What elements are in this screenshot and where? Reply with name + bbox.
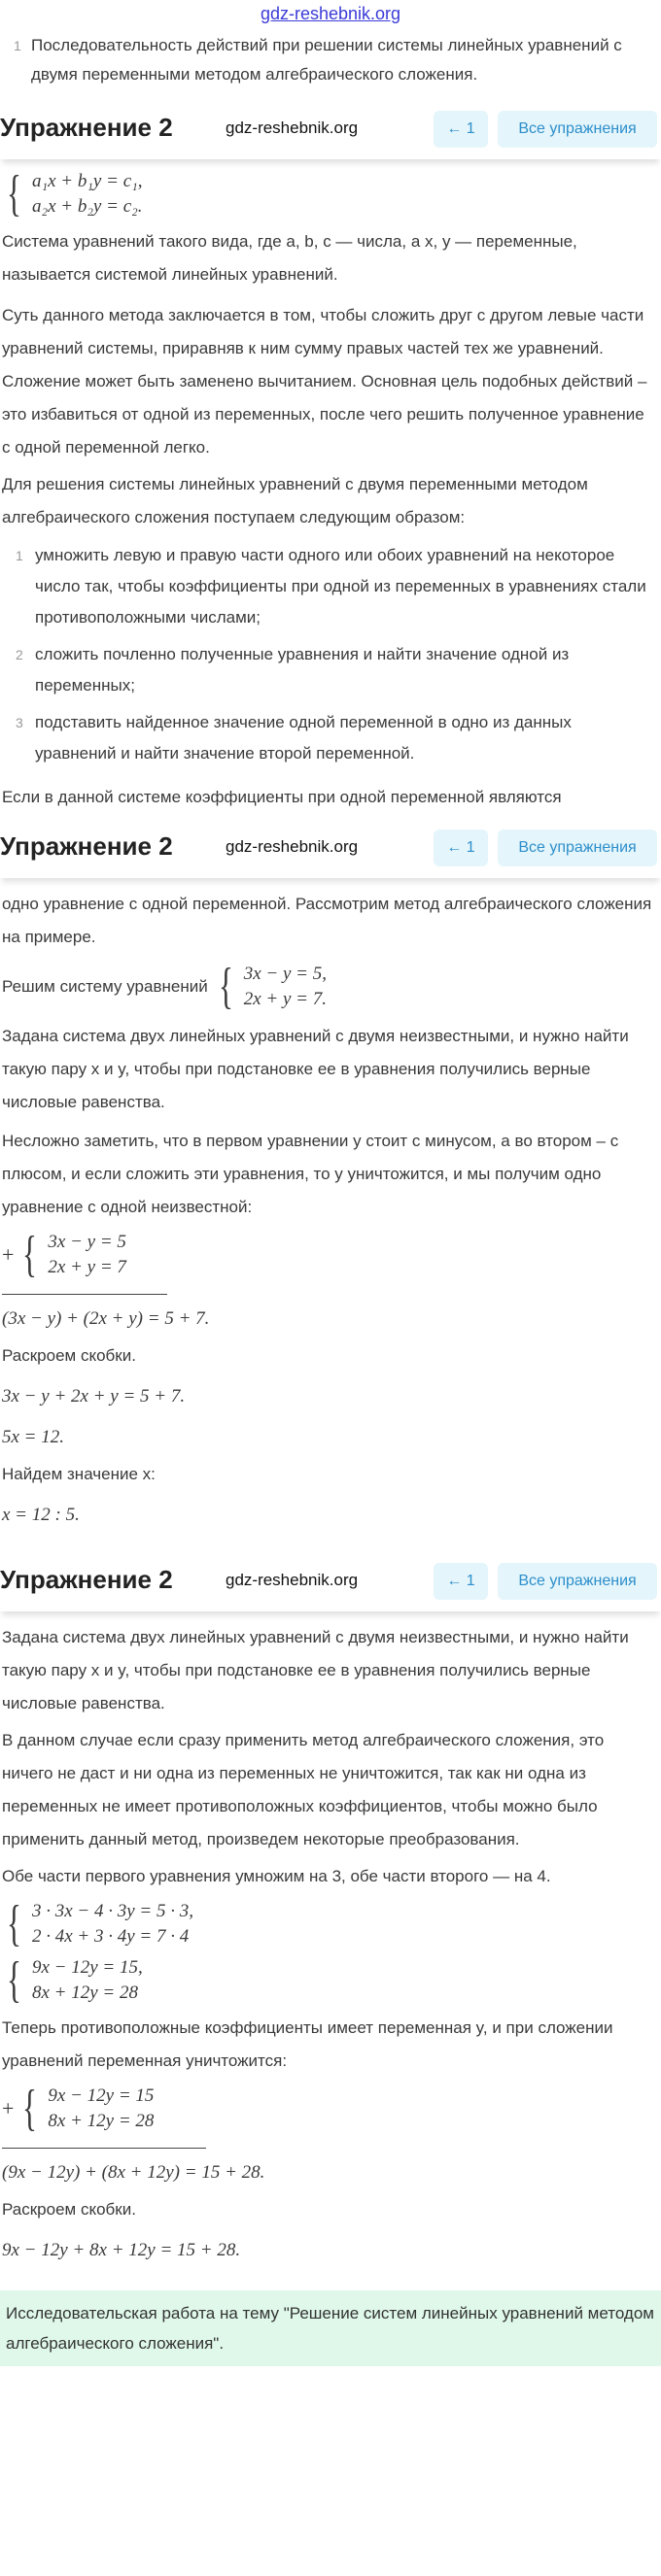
eq: a₁x + b₁y = c₁, — [31, 171, 143, 191]
divider — [2, 2148, 206, 2149]
site-watermark-link[interactable]: gdz-reshebnik.org — [260, 4, 401, 23]
brace-icon: { — [6, 1952, 21, 2008]
prev-item[interactable] — [14, 31, 645, 89]
paragraph: Если в данной системе коэффициенты при одной переменной являются — [2, 788, 562, 806]
eq: 2x + y = 7. — [243, 989, 327, 1009]
divider — [2, 1294, 167, 1295]
equation: 5x = 12. — [2, 1427, 65, 1447]
paragraph: Задана система двух линейных уравнений с двумя неизвестными, и нужно найти такую пару x и y, чтобы при подстановке ее в уравнения получились верные числовые равенства. — [2, 1027, 629, 1111]
page-title: Упражнение 2 — [0, 1565, 173, 1594]
plus-sign: + — [2, 1242, 15, 1267]
back-button[interactable]: ← 1 — [434, 111, 488, 148]
eq: 3x − y = 5, — [243, 964, 327, 984]
next-item-link[interactable]: Исследовательская работа на тему "Решение систем линейных уравнений методом алгебраического сложения". — [0, 2290, 661, 2366]
paragraph: Несложно заметить, что в первом уравнении y стоит с минусом, а во втором – с плюсом, и если сложить эти уравнения, то y уничтожится, и мы получим одно уравнение с одной неизвестной: — [2, 1132, 619, 1216]
section-b — [0, 888, 656, 1536]
sticky-header — [0, 818, 661, 878]
eq: 3 · 3x − 4 · 3y = 5 · 3, — [31, 1901, 193, 1921]
list-item — [16, 540, 656, 633]
paragraph: Суть данного метода заключается в том, чтобы сложить друг с другом левые части уравнений системы, приравняв к ним сумму правых частей тех же уравнений. Сложение может быть заменено вычитанием. Основная цель подобных действий – это избавиться от одной из переменных, после чего решить полученное уравнение с одной переменной легко. — [2, 306, 647, 457]
paragraph: Обе части первого уравнения умножим на 3, обе части второго — на 4. — [2, 1867, 551, 1885]
step-number: 1 — [16, 548, 23, 563]
watermark: gdz-reshebnik.org — [226, 1571, 359, 1589]
all-exercises-button[interactable]: Все упражнения — [498, 830, 657, 866]
brace-icon: { — [22, 2081, 38, 2136]
equation: (3x − y) + (2x + y) = 5 + 7. — [2, 1308, 210, 1329]
page-title: Упражнение 2 — [0, 113, 173, 142]
step-number: 3 — [16, 715, 23, 730]
eq: 9x − 12y = 15 — [48, 2085, 155, 2106]
eq: 8x + 12y = 28 — [31, 1983, 138, 2003]
paragraph: Раскроем скобки. — [2, 1346, 136, 1365]
paragraph: В данном случае если сразу применить метод алгебраического сложения, это ничего не даст и ни одна из переменных не уничтожится, так как ни одна из переменных не имеет противоположных коэффициентов, чтобы можно было применить данный метод, произведем некоторые преобразования. — [2, 1731, 605, 1848]
list-item — [16, 707, 656, 769]
equation: (9x − 12y) + (8x + 12y) = 15 + 28. — [2, 2162, 265, 2183]
sticky-header — [0, 1551, 661, 1611]
eq: 2x + y = 7 — [48, 1257, 126, 1277]
brace-icon: { — [218, 959, 233, 1014]
page-title: Упражнение 2 — [0, 831, 173, 861]
back-button[interactable]: ← 1 — [434, 1563, 488, 1600]
equation: 3x − y + 2x + y = 5 + 7. — [2, 1386, 186, 1407]
all-exercises-button[interactable]: Все упражнения — [498, 111, 657, 148]
equation: x = 12 : 5. — [2, 1505, 80, 1525]
step-text: подставить найденное значение одной переменной в одно из данных уравнений и найти значение второй переменной. — [35, 713, 572, 763]
eq: 3x − y = 5 — [48, 1232, 126, 1252]
sticky-header — [0, 99, 661, 159]
paragraph: Система уравнений такого вида, где a, b, c — числа, а x, y — переменные, называется системой линейных уравнений. — [2, 232, 577, 284]
list-item — [16, 639, 656, 701]
eq: 2 · 4x + 3 · 4y = 7 · 4 — [31, 1926, 190, 1947]
paragraph: Раскроем скобки. — [2, 2200, 136, 2219]
all-exercises-button[interactable]: Все упражнения — [498, 1563, 657, 1600]
system-general — [2, 166, 656, 221]
equation: 9x − 12y + 8x + 12y = 15 + 28. — [2, 2240, 241, 2260]
section-c — [0, 1621, 656, 2271]
prev-item-text: Последовательность действий при решении системы линейных уравнений с двумя переменными методом алгебраического сложения. — [31, 36, 622, 84]
prev-item-number: 1 — [14, 38, 21, 53]
brace-icon: { — [22, 1227, 38, 1282]
step-number: 2 — [16, 647, 23, 662]
brace-icon: { — [6, 1896, 21, 1951]
steps-list — [2, 540, 656, 769]
paragraph: Теперь противоположные коэффициенты имеет переменная y, и при сложении уравнений переменная уничтожится: — [2, 2018, 613, 2070]
paragraph: одно уравнение с одной переменной. Рассмотрим метод алгебраического сложения на примере. — [2, 895, 652, 946]
step-text: умножить левую и правую части одного или обоих уравнений на некоторое число так, чтобы коэффициенты при одной из переменных в уравнениях стали противоположными числами; — [35, 546, 646, 627]
watermark: gdz-reshebnik.org — [226, 119, 359, 137]
eq: 9x − 12y = 15, — [31, 1957, 143, 1978]
step-text: сложить почленно полученные уравнения и найти значение одной из переменных; — [35, 645, 570, 695]
back-button[interactable]: ← 1 — [434, 830, 488, 866]
paragraph: Задана система двух линейных уравнений с двумя неизвестными, и нужно найти такую пару x и y, чтобы при подстановке ее в уравнения получились верные числовые равенства. — [2, 1628, 629, 1712]
eq: 8x + 12y = 28 — [48, 2111, 155, 2131]
paragraph: Найдем значение x: — [2, 1465, 156, 1483]
plus-sign: + — [2, 2096, 15, 2120]
section-a — [0, 166, 656, 814]
eq: a₂x + b₂y = c₂. — [31, 196, 143, 217]
watermark: gdz-reshebnik.org — [226, 837, 359, 856]
solve-label: Решим систему уравнений — [2, 977, 208, 996]
brace-icon: { — [6, 166, 21, 221]
paragraph: Для решения системы линейных уравнений с двумя переменными методом алгебраического сложения поступаем следующим образом: — [2, 475, 588, 526]
